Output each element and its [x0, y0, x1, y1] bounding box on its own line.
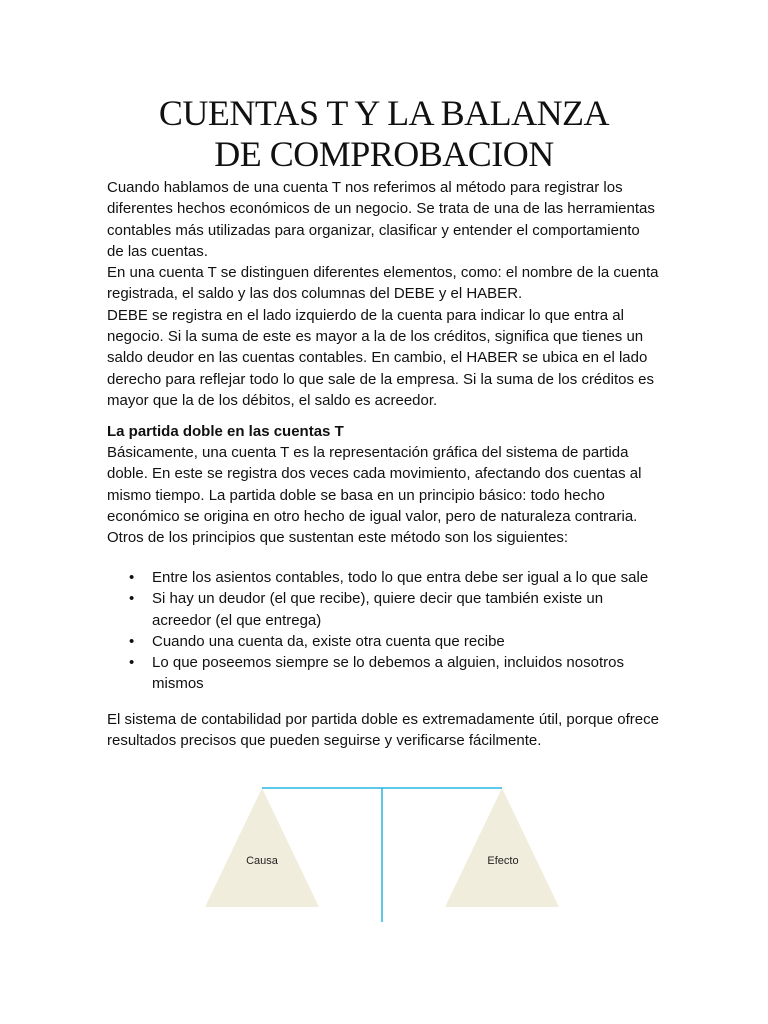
page-title: CUENTAS T Y LA BALANZA DE COMPROBACION: [158, 93, 610, 174]
intro-line: contables más utilizadas para organizar, clasificar y entender el comportamiento: [107, 221, 640, 239]
section-line: Básicamente, una cuenta T es la representación gráfica del sistema de partida: [107, 444, 629, 461]
causa-triangle: [205, 788, 319, 907]
efecto-label: Efecto: [487, 855, 519, 867]
causa-label: Causa: [246, 855, 278, 867]
intro-line: saldo deudor en las cuentas contables. En cambio, el HABER se ubica en el lado: [107, 349, 648, 367]
bullet-icon: •: [129, 590, 135, 608]
section-line: doble. En este se registra dos veces cada movimiento, afectando dos cuentas al: [107, 465, 642, 483]
bullet-icon: •: [129, 654, 135, 672]
section-line: económico se origina en otro hecho de igual valor, pero de naturaleza contraria.: [107, 507, 638, 525]
closing-line: El sistema de contabilidad por partida doble es extremadamente útil, porque ofrece: [107, 711, 659, 728]
list-item-line: Entre los asientos contables, todo lo que entra debe ser igual a lo que sale: [152, 569, 649, 586]
bullet-icon: •: [129, 632, 135, 650]
section-heading: La partida doble en las cuentas T: [107, 423, 344, 440]
intro-line: Cuando hablamos de una cuenta T nos referimos al método para registrar los: [107, 179, 623, 196]
intro-line: mayor que la de los débitos, el saldo es acreedor.: [107, 391, 438, 409]
list-item-line: mismos: [152, 675, 204, 693]
list-item-line: acreedor (el que entrega): [152, 611, 322, 629]
section-line: mismo tiempo. La partida doble se basa en un principio básico: todo hecho: [107, 486, 605, 504]
intro-line: DEBE se registra en el lado izquierdo de la cuenta para indicar lo que entra al: [107, 306, 624, 324]
intro-line: negocio. Si la suma de este es mayor a la de los créditos, significa que tienes un: [107, 328, 644, 346]
bullet-icon: •: [129, 569, 135, 586]
intro-line: En una cuenta T se distinguen diferentes elementos, como: el nombre de la cuenta: [107, 264, 659, 282]
closing-line: resultados precisos que pueden seguirse y verificarse fácilmente.: [107, 732, 542, 750]
list-item-line: Lo que poseemos siempre se lo debemos a alguien, incluidos nosotros: [152, 654, 624, 672]
intro-line: de las cuentas.: [107, 242, 208, 260]
intro-line: registrada, el saldo y las dos columnas del DEBE y el HABER.: [107, 285, 523, 303]
intro-line: diferentes hechos económicos de un negocio. Se trata de una de las herramientas: [107, 200, 655, 218]
list-item-line: Si hay un deudor (el que recibe), quiere decir que también existe un: [152, 590, 604, 608]
efecto-triangle: [445, 788, 559, 907]
list-item-line: Cuando una cuenta da, existe otra cuenta que recibe: [152, 632, 505, 650]
section-line: Otros de los principios que sustentan este método son los siguientes:: [107, 529, 569, 547]
intro-line: derecho para reflejar todo lo que sale de la empresa. Si la suma de los créditos es: [107, 370, 654, 388]
